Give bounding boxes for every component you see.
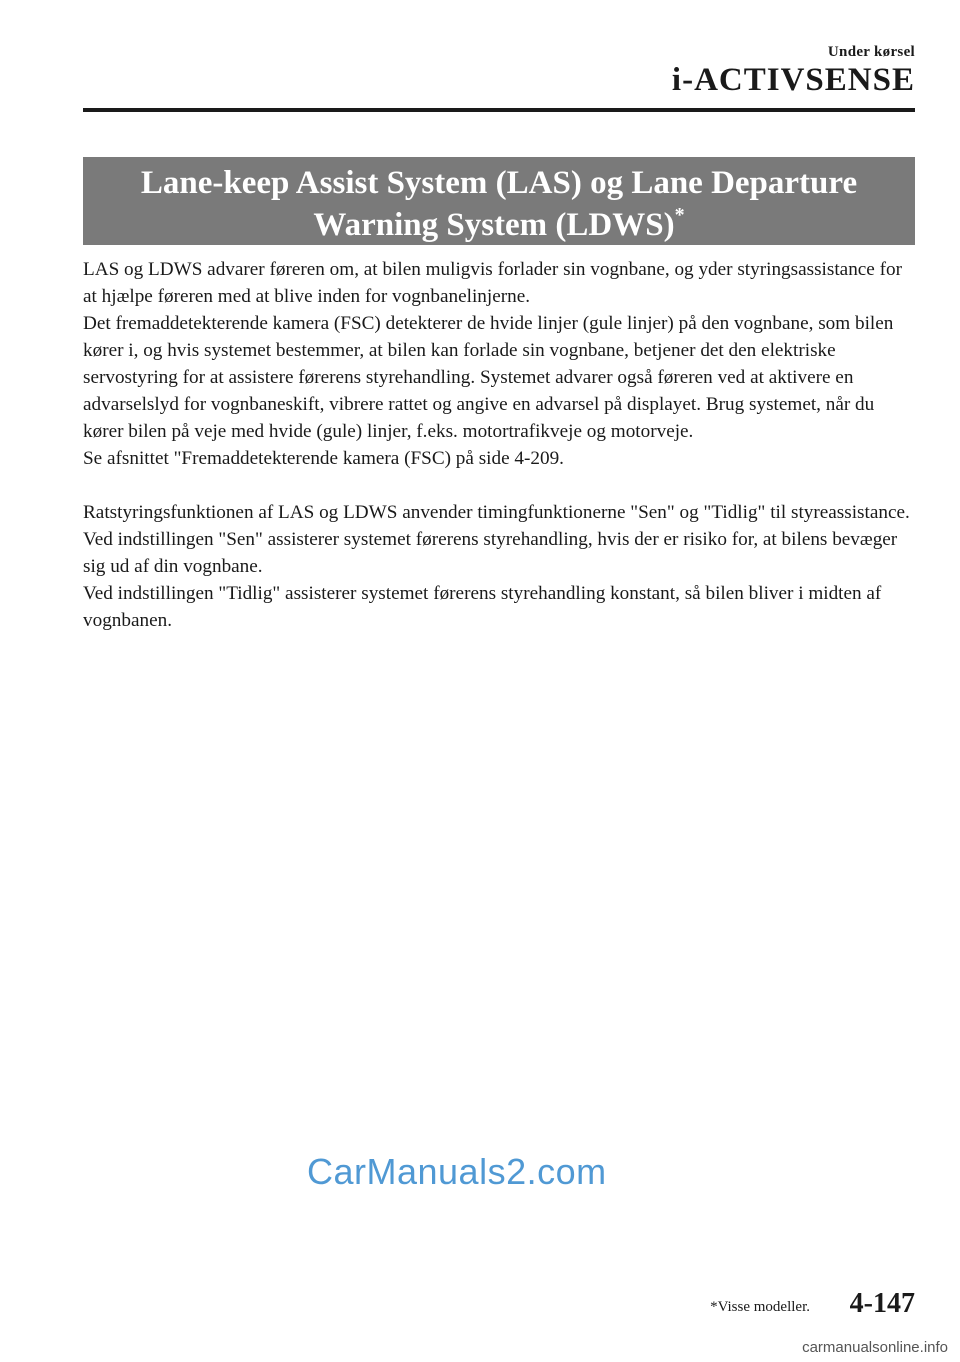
section-heading: i-ACTIVSENSE <box>671 62 915 98</box>
title-asterisk: * <box>674 204 685 226</box>
header-rule <box>83 108 915 112</box>
body-text <box>83 256 915 634</box>
section-title-box <box>83 157 915 245</box>
chapter-heading: Under kørsel <box>827 44 915 60</box>
paragraph-reference: Se afsnittet "Fremaddetekterende kamera (FSC) på side 4-209. <box>83 448 564 469</box>
paragraph-camera: Det fremaddetekterende kamera (FSC) detekterer de hvide linjer (gule linjer) på den vognbane, som bilen kører i, og hvis systemet bestemmer, at bilen kan forlade sin vognbane, betjener det den elektriske servostyring for at assistere førerens styrehandling. Systemet advarer også føreren ved at aktivere en advarselslyd for vognbaneskift, vibrere rattet og angive en advarsel på displayet. Brug systemet, når du kører bilen på veje med hvide (gule) linjer, f.eks. motortrafikveje og motorveje. <box>83 313 894 442</box>
title-line-1: Lane-keep Assist System (LAS) og Lane Departure <box>140 165 858 201</box>
title-line-2 <box>83 204 915 246</box>
site-watermark: carmanualsonline.info <box>802 1339 948 1356</box>
paragraph-gap <box>83 472 915 499</box>
paragraph-sen: Ved indstillingen "Sen" assisterer systemet førerens styrehandling, hvis der er risiko for, at bilens bevæger sig ud af din vognbane. <box>83 529 898 577</box>
page-number: 4-147 <box>849 1288 915 1319</box>
watermark-logo: CarManuals2.com <box>307 1151 607 1192</box>
paragraph-intro: LAS og LDWS advarer føreren om, at bilen muligvis forlader sin vognbane, og yder styringsassistance for at hjælpe føreren med at blive inden for vognbanelinjerne. <box>83 259 902 307</box>
footnote: *Visse modeller. <box>710 1299 810 1315</box>
title-line-2-text: Warning System (LDWS) <box>313 207 675 243</box>
paragraph-timing: Ratstyringsfunktionen af LAS og LDWS anvender timingfunktionerne "Sen" og "Tidlig" til styreassistance. <box>83 502 910 523</box>
paragraph-tidlig: Ved indstillingen "Tidlig" assisterer systemet førerens styrehandling konstant, så bilen bliver i midten af vognbanen. <box>83 583 882 631</box>
